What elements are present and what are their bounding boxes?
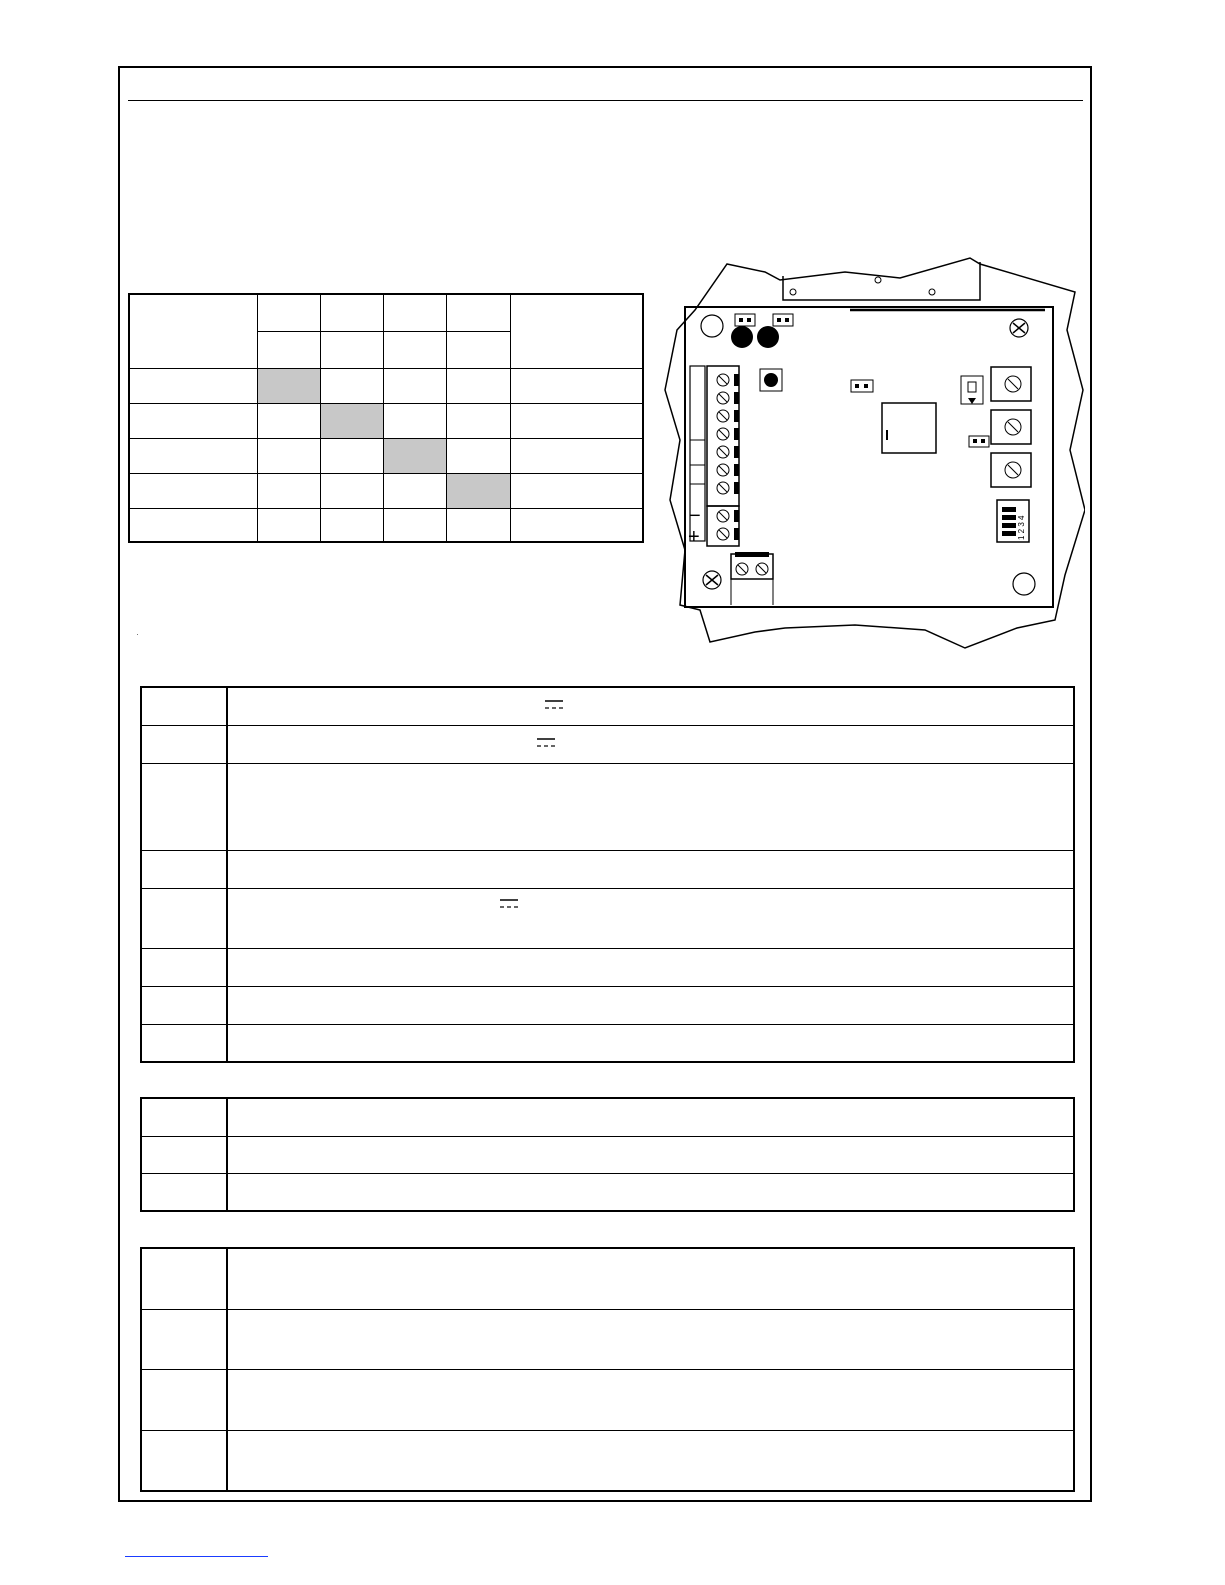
led-icon [731,326,753,348]
table-row [141,1173,1074,1211]
shaded-cell [257,368,320,403]
dc-symbol-icon [499,897,519,911]
bracket-hole-icon [875,277,881,283]
push-button [764,373,778,387]
title-rule [128,100,1083,101]
table-row [141,948,1074,986]
bracket-hole-icon [790,289,796,295]
spec-table-1 [140,686,1075,1063]
shaded-cell [446,473,510,508]
jumper-icon [851,380,873,392]
table-header-cell [446,331,510,368]
spec-table-3 [140,1247,1075,1492]
pcb-board [685,307,1053,607]
table-header-cell [383,331,446,368]
footer-link-underline[interactable] [125,1556,268,1557]
led-icon [757,326,779,348]
potentiometer-icon [991,367,1031,401]
table-header-cell [257,294,320,331]
plus-label: + [688,526,700,548]
circuit-board-diagram [655,250,1085,660]
table-row [129,473,643,508]
table-row [141,850,1074,888]
table-row [141,1309,1074,1369]
jumper-icon [969,436,989,447]
mounting-hole-icon [701,315,723,337]
table-header-cell [257,331,320,368]
table-row [141,1024,1074,1062]
shaded-cell [320,403,383,438]
spec-table-2 [140,1097,1075,1212]
table-row [141,1248,1074,1309]
dip-number-label: 1 2 3 4 [1017,515,1026,540]
bracket [783,262,980,300]
table-row [129,403,643,438]
table-row [129,368,643,403]
table-row [141,1369,1074,1430]
dc-symbol-icon [544,698,564,712]
table-header-cell [446,294,510,331]
table-row [129,508,643,542]
minus-label: − [689,505,701,527]
mounting-hole-icon [1013,573,1035,595]
potentiometer-icon [991,410,1031,444]
bottom-terminal [731,554,773,579]
table-row [141,1136,1074,1173]
dc-symbol-icon [536,736,556,750]
bracket-hole-icon [929,289,935,295]
table-row [141,1098,1074,1136]
table-row [141,725,1074,763]
potentiometer-icon [991,453,1031,487]
screw-terminal-icon [717,374,729,494]
ic-chip [882,403,936,453]
shaded-cell [383,438,446,473]
table-row [141,1430,1074,1491]
table-row [129,438,643,473]
table-header-cell [320,331,383,368]
table-header-cell [383,294,446,331]
table-header-cell [320,294,383,331]
table-header-cell [510,294,643,368]
dip-config-table [128,293,644,543]
table-header-cell [129,294,257,368]
scan-speck [137,634,138,635]
table-row [141,763,1074,850]
table-row [141,986,1074,1024]
table-row [141,687,1074,725]
jumper-icon [773,314,793,326]
screw-icon [1010,319,1028,337]
table-row [141,888,1074,948]
screw-icon [703,571,721,589]
jumper-icon [735,314,755,326]
